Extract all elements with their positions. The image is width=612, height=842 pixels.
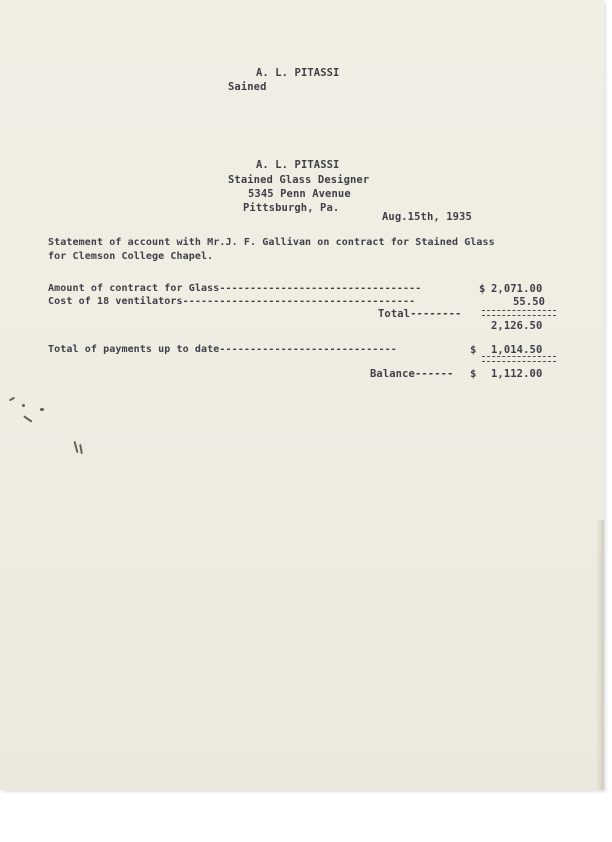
contract-currency: $ [479,283,486,295]
stray-mark [22,404,25,407]
balance-rule [482,356,556,362]
contract-label: Amount of contract for Glass--------------------------------- [48,283,422,294]
top-word: Sained [228,81,267,93]
statement-line-2: for Clemson College Chapel. [48,251,214,262]
letterhead-city: Pittsburgh, Pa. [243,202,340,214]
stray-mark [9,397,15,402]
top-name: A. L. PITASSI [256,67,340,79]
contract-amount: 2,071.00 [491,283,543,295]
total-rule [482,310,556,316]
total-amount: 2,126.50 [491,320,543,332]
letterhead-name: A. L. PITASSI [256,159,340,171]
payments-currency: $ [470,344,477,356]
ventilators-amount: 55.50 [513,296,546,308]
payments-label: Total of payments up to date----------------------------- [48,344,397,355]
statement-date: Aug.15th, 1935 [382,211,472,223]
ventilators-label: Cost of 18 ventilators-------------------------------------- [48,296,416,307]
stray-mark [79,444,83,454]
stray-mark [73,441,78,453]
statement-line-1: Statement of account with Mr.J. F. Gallivan on contract for Stained Glass [48,237,495,248]
stray-mark [23,415,32,422]
letterhead-street: 5345 Penn Avenue [248,188,351,200]
balance-label: Balance------ [370,368,454,380]
payments-amount: 1,014.50 [491,344,543,356]
letterhead-title: Stained Glass Designer [228,174,370,186]
stray-mark [40,408,44,411]
total-label: Total-------- [378,308,462,320]
balance-currency: $ [470,368,477,380]
balance-amount: 1,112.00 [491,368,543,380]
